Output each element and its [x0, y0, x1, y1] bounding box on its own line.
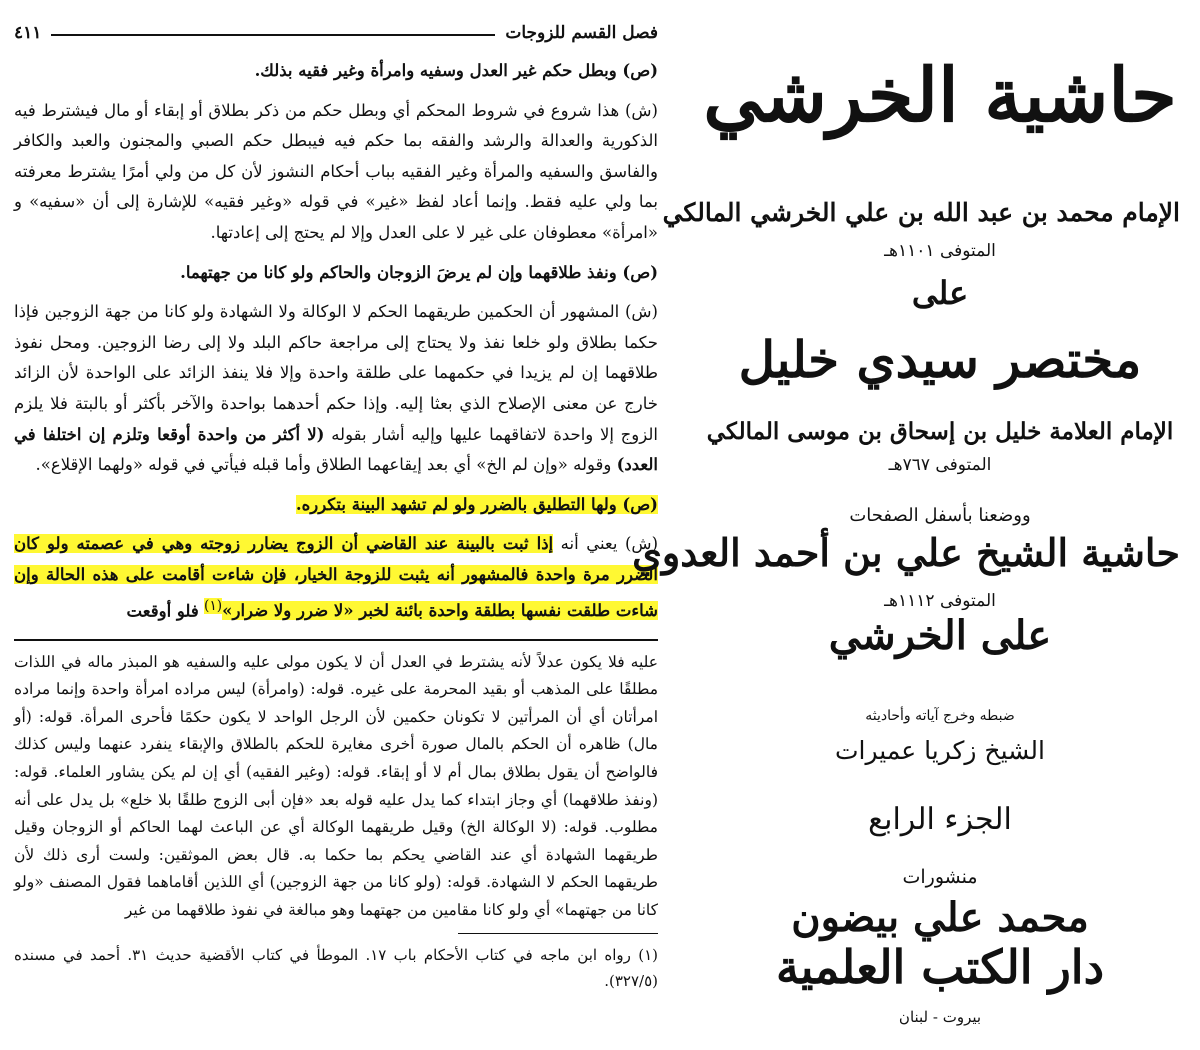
footnote-note: ووضعنا بأسفل الصفحات: [849, 505, 1031, 526]
book-title: حاشية الخرشي: [703, 53, 1177, 139]
author-death-date: المتوفى ١١٠١هـ: [884, 241, 996, 261]
highlighted-matn: (ص) ولها التطليق بالضرر ولو لم تشهد البينة بتكرره.: [295, 494, 658, 514]
base-text-title: مختصر سيدي خليل: [738, 330, 1142, 389]
main-body: [14, 56, 658, 627]
ala-label: على: [911, 274, 969, 312]
matn-paragraph-3: [14, 490, 658, 521]
base-author-death-date: المتوفى ٧٦٧هـ: [888, 455, 992, 475]
header-rule: [51, 34, 495, 36]
publisher-name: محمد علي بيضون: [791, 894, 1089, 941]
sharh-paragraph-2: (ش) المشهور أن الحكمين طريقهما الحكم لا الوكالة ولا الشهادة ولو كانا من جهة الزوجين فإذا حكما بطلاق ولو خلعا نفذ ولا يحتاج إلى مراجعة حاكم البلد ولا إلى رضا الزوجين. ومحل نفوذ طلاقهما إن لم يزيدا في حكمهما على طلقة واحدة وإلا فلا ينفذ الزائد على الواحدة لأن الزائد خارج عن معنى الإصلاح الذي بعثا إليه. وإذا حكم أحدهما بواحدة والآخر بأكثر أو بالبتة فلا يلزم الزوج إلا واحدة لاتفاقهما عليها وإليه أشار بقوله (لا أكثر من واحدة أوقعا وتلزم إن اختلفا في العدد) وقوله «وإن لم الخ» أي بعد إيقاعهما الطلاق وأما قبله فيأتي في قوله «ولهما الإقلاع».: [14, 302, 658, 475]
sharh-paragraph-3: (ش) يعني أنه إذا ثبت بالبينة عند القاضي أن الزوج يضارر زوجته وهي في عصمته ولو كان الضرر مرة واحدة فالمشهور أنه يثبت للزوجة الخيار، فإن شاءت أقامت على هذه الحالة وإن شاءت طلقت نفسها بطلقة واحدة بائنة لخبر «لا ضرر ولا ضرار»$^{(١)}$ فلو أوقعت: [14, 534, 659, 620]
highlighted-sharh: إذا ثبت بالبينة عند القاضي أن الزوج يضارر زوجته وهي في عصمته ولو كان الضرر مرة واحدة فالمشهور أنه يثبت للزوجة الخيار، فإن شاءت أقامت على هذه الحالة وإن شاءت طلقت نفسها بطلقة واحدة بائنة لخبر «لا ضرر ولا ضرار»: [14, 534, 658, 620]
publisher-place: بيروت - لبنان: [898, 1008, 982, 1026]
matn-paragraph-2: (ص) ونفذ طلاقهما وإن لم يرضَ الزوجان والحاكم ولو كانا من جهتهما.: [180, 262, 658, 282]
publisher-house: دار الكتب العلمية: [775, 940, 1105, 994]
ala-kharashi-label: على الخرشي: [828, 612, 1052, 659]
title-page: [632, 0, 1180, 1050]
commentary-text: عليه فلا يكون عدلاً لأنه يشترط في العدل أن لا يكون مولى عليه والسفيه هو المبذر ماله في اللذات مطلقًا على المذهب أو بقيد المحرمة على غيره. قوله: (وامرأة) ليس مراده امرأة واحدة وإنما مراده امرأتان أي أن المرأتين لا تكونان حكمين لأن الرجل الواحد لا يكون حكمًا فأحرى المرأة. قوله: (أو مال) ظاهره أن الحكم بالمال صورة أخرى مغايرة للحكم بالطلاق والإبقاء ينفرد عنهما وليس كذلك فالواضح أن يقول بطلاق بمال أم لا أو إبقاء. قوله: (وغير الفقيه) أي إن لم يكن يشاور العلماء. قوله: (ونفذ طلاقهما) أي وجاز ابتداء كما يدل عليه قوله بعد «فإن أبى الزوج طلقًا بلا خلع» بل يدل على أنه مطلوب. قوله: (لا الوكالة الخ) وقيل طريقهما الوكالة أي عن الباعث لهما الحاكم أو الزوجان وقيل طريقهما الشهادة أي عند القاضي يحكم بما حكما به. قال بعض الموثقين: ولست أرى ذلك لأن طريقهما الحكم لا الشهادة. قوله: (ولو كانا من جهة الزوجين) أي اللذين أقاماهما فقول المصنف «ولو كانا من جهتهما» أي ولو كانا مقامين من جهتهما وهو مبالغة في نفوذ طلاقهما من غير: [14, 652, 658, 919]
matn-paragraph-1: (ص) وبطل حكم غير العدل وسفيه وامرأة وغير فقيه بذلك.: [254, 61, 658, 80]
page-number: ٤١١: [14, 23, 42, 43]
gloss-author-death-date: المتوفى ١١١٢هـ: [884, 591, 996, 611]
footnote-divider: [458, 933, 658, 934]
volume-label: الجزء الرابع: [868, 802, 1012, 837]
gloss-title: حاشية الشيخ علي بن أحمد العدوي: [632, 530, 1180, 575]
editing-note: ضبطه وخرج آياته وأحاديثه: [865, 708, 1015, 724]
footnote-text: (١) رواه ابن ماجه في كتاب الأحكام باب ١٧. الموطأ في كتاب الأقضية حديث ٣١. أحمد في مسنده (٣٢٧/٥).: [14, 945, 658, 990]
author-name: الإمام محمد بن عبد الله بن علي الخرشي المالكي: [662, 198, 1180, 227]
footnote-ref: (١): [204, 597, 223, 614]
sharh-bold-quote: (لا أكثر من واحدة أوقعا وتلزم إن اختلفا في العدد): [14, 424, 658, 475]
editor-name: الشيخ زكريا عميرات: [835, 736, 1045, 765]
sharh-paragraph-1: (ش) هذا شروع في شروط المحكم أي وبطل حكم من ذكر بطلاق أو إبقاء أو مال فيشترط فيه الذكورية والعدالة والرشد والفقه بما حكم فيه فيبطل حكم الصبي والمجنون والعبد والكافر والفاسق والسفيه والمرأة وغير الفقيه بباب أحكام النشوز لأن كل من ولي أمرًا يشترط معرفته بما ولي عليه فقط. وإنما أعاد لفظ «غير» في قوله «وغير فقيه» للإشارة إلى أن «سفيه» و «امرأة» معطوفان على غير لا على العدل وإلا لم يحتج إلى إعادتها.: [14, 100, 658, 242]
page-header: [14, 18, 658, 48]
publications-label: منشورات: [902, 866, 978, 888]
base-text-author: الإمام العلامة خليل بن إسحاق بن موسى المالكي: [706, 418, 1174, 445]
header-title: فصل القسم للزوجات: [505, 23, 658, 43]
text-page: [14, 18, 658, 1038]
commentary-divider: [14, 639, 658, 641]
